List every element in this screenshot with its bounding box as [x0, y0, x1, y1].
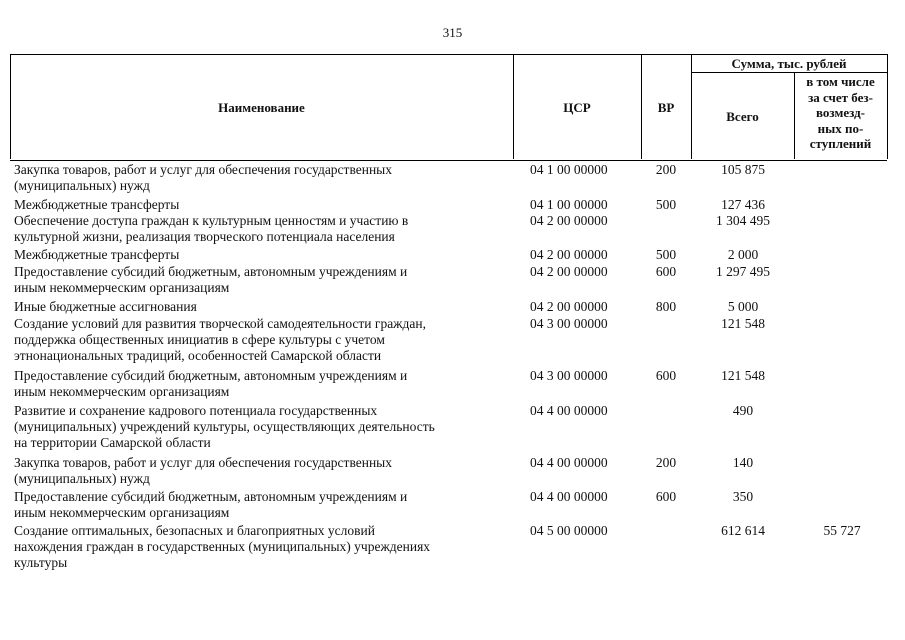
header-vr: ВР — [657, 100, 675, 115]
row-csr: 04 4 00 00000 — [530, 403, 608, 418]
row-total: 350 — [732, 489, 754, 504]
row-name — [14, 197, 524, 213]
row-csr: 04 2 00 00000 — [530, 264, 608, 279]
row-name-line: иным некоммерческим организациям — [14, 505, 230, 520]
row-name — [14, 299, 524, 315]
row-name — [14, 489, 524, 521]
row-vr: 600 — [655, 264, 677, 279]
page-number: 315 — [442, 25, 463, 40]
row-name-line: Создание оптимальных, безопасных и благоприятных условий — [14, 523, 375, 538]
header-extra — [794, 74, 887, 152]
row-vr: 600 — [655, 368, 677, 383]
row-csr: 04 2 00 00000 — [530, 247, 608, 262]
row-name-line: Предоставление субсидий бюджетным, автономным учреждениям и — [14, 489, 408, 504]
row-name-line: на территории Самарской области — [14, 435, 211, 450]
header-extra-line: за счет без- — [808, 89, 873, 105]
header-divider — [887, 54, 888, 159]
row-name-line: культуры — [14, 555, 68, 570]
row-name — [14, 455, 524, 487]
row-total: 105 875 — [721, 162, 765, 177]
row-total: 140 — [732, 455, 754, 470]
row-csr: 04 1 00 00000 — [530, 162, 608, 177]
row-name-line: Закупка товаров, работ и услуг для обеспечения государственных — [14, 455, 393, 470]
row-name-line: Создание условий для развития творческой самодеятельности граждан, — [14, 316, 426, 331]
row-name — [14, 316, 524, 364]
row-vr: 200 — [655, 162, 677, 177]
row-vr: 800 — [655, 299, 677, 314]
row-csr: 04 4 00 00000 — [530, 455, 608, 470]
row-csr: 04 2 00 00000 — [530, 213, 608, 228]
header-extra-line: в том числе — [806, 74, 875, 89]
row-name-line: Иные бюджетные ассигнования — [14, 299, 197, 314]
row-name-line: (муниципальных) нужд — [14, 471, 150, 486]
header-csr: ЦСР — [563, 100, 591, 115]
row-total: 2 000 — [727, 247, 759, 262]
row-name-line: Предоставление субсидий бюджетным, автономным учреждениям и — [14, 368, 408, 383]
row-vr: 500 — [655, 197, 677, 212]
row-vr: 200 — [655, 455, 677, 470]
row-name — [14, 403, 524, 451]
row-vr: 600 — [655, 489, 677, 504]
row-csr: 04 5 00 00000 — [530, 523, 608, 538]
row-total: 121 548 — [721, 316, 765, 331]
row-csr: 04 1 00 00000 — [530, 197, 608, 212]
row-name-line: Обеспечение доступа граждан к культурным ценностям и участию в — [14, 213, 409, 228]
row-name-line: поддержка общественных инициатив в сфере культуры с учетом — [14, 332, 385, 347]
row-name-line: иным некоммерческим организациям — [14, 280, 230, 295]
row-name-line: Развитие и сохранение кадрового потенциала государственных — [14, 403, 378, 418]
row-vr: 500 — [655, 247, 677, 262]
row-csr: 04 4 00 00000 — [530, 489, 608, 504]
row-name — [14, 264, 524, 296]
header-extra-line: ных по- — [817, 120, 864, 136]
header-divider — [691, 72, 887, 73]
row-name-line: Предоставление субсидий бюджетным, автономным учреждениям и — [14, 264, 408, 279]
row-total: 490 — [732, 403, 754, 418]
row-name-line: (муниципальных) нужд — [14, 178, 150, 193]
row-name-line: этнонациональных традиций, особенностей Самарской области — [14, 348, 382, 363]
header-extra-line: ступлений — [809, 136, 872, 151]
row-total: 1 297 495 — [716, 264, 770, 279]
row-name-line: (муниципальных) учреждений культуры, осуществляющих деятельность — [14, 419, 435, 434]
row-name-line: нахождения граждан в государственных (муниципальных) учреждениях — [14, 539, 431, 554]
row-name — [14, 368, 524, 400]
row-csr: 04 2 00 00000 — [530, 299, 608, 314]
row-name-line: Межбюджетные трансферты — [14, 247, 180, 262]
row-name — [14, 162, 524, 194]
row-name — [14, 247, 524, 263]
row-total: 127 436 — [721, 197, 765, 212]
row-name — [14, 213, 524, 245]
row-name-line: иным некоммерческим организациям — [14, 384, 230, 399]
row-csr: 04 3 00 00000 — [530, 316, 608, 331]
row-total: 612 614 — [721, 523, 765, 538]
header-name: Наименование — [218, 100, 305, 115]
header-total: Всего — [726, 109, 759, 124]
row-name-line: Закупка товаров, работ и услуг для обеспечения государственных — [14, 162, 393, 177]
row-name-line: культурной жизни, реализация творческого потенциала населения — [14, 229, 395, 244]
header-extra-line: возмезд- — [816, 105, 865, 120]
row-total: 121 548 — [721, 368, 765, 383]
row-csr: 04 3 00 00000 — [530, 368, 608, 383]
row-extra: 55 727 — [823, 523, 861, 538]
row-total: 1 304 495 — [716, 213, 770, 228]
header-amount-group: Сумма, тыс. рублей — [731, 56, 847, 71]
row-name-line: Межбюджетные трансферты — [14, 197, 180, 212]
row-name — [14, 523, 524, 571]
row-total: 5 000 — [727, 299, 759, 314]
